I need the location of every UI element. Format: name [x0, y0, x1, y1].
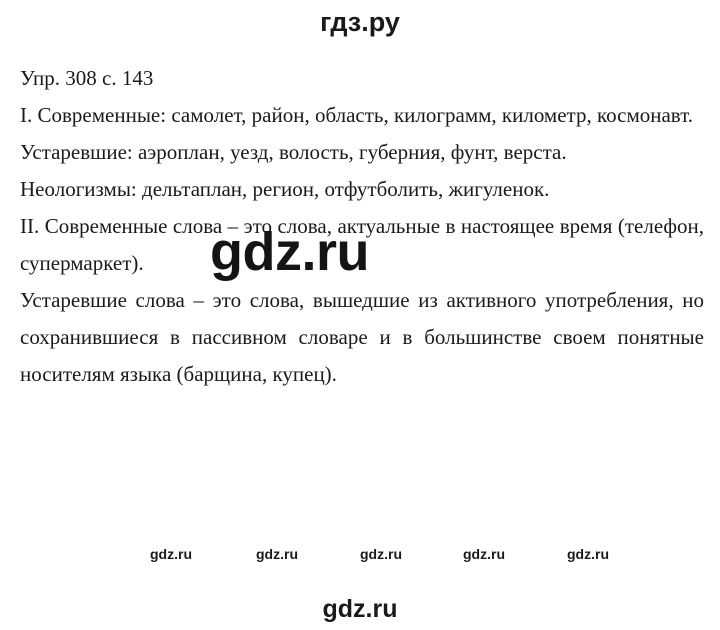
watermark-small: gdz.ru: [567, 546, 609, 562]
watermark-large: gdz.ru: [210, 222, 369, 282]
paragraph-modern-words: I. Современные: самолет, район, область, килограмм, километр, космонавт.: [20, 103, 694, 127]
paragraph-neologisms: Неологизмы: дельтаплан, регион, отфутболить, жигуленок.: [20, 177, 550, 201]
watermark-small: gdz.ru: [463, 546, 505, 562]
exercise-title: Упр. 308 с. 143: [20, 66, 154, 90]
paragraph-modern-definition: II. Современные слова – это слова, актуальные в настоящее время (телефон, супермаркет).: [20, 214, 704, 275]
site-header-title: гдз.ру: [320, 7, 400, 37]
paragraph-obsolete-words: Устаревшие: аэроплан, уезд, волость, губерния, фунт, верста.: [20, 140, 567, 164]
site-footer-title: gdz.ru: [322, 595, 398, 623]
paragraph-obsolete-definition: Устаревшие слова – это слова, вышедшие из активного употребления, но сохранившиеся в пассивном словаре и в большинстве своем понятные носителям языка (барщина, купец).: [20, 288, 704, 386]
watermark-small: gdz.ru: [256, 546, 298, 562]
watermark-small: gdz.ru: [360, 546, 402, 562]
watermark-small: gdz.ru: [150, 546, 192, 562]
